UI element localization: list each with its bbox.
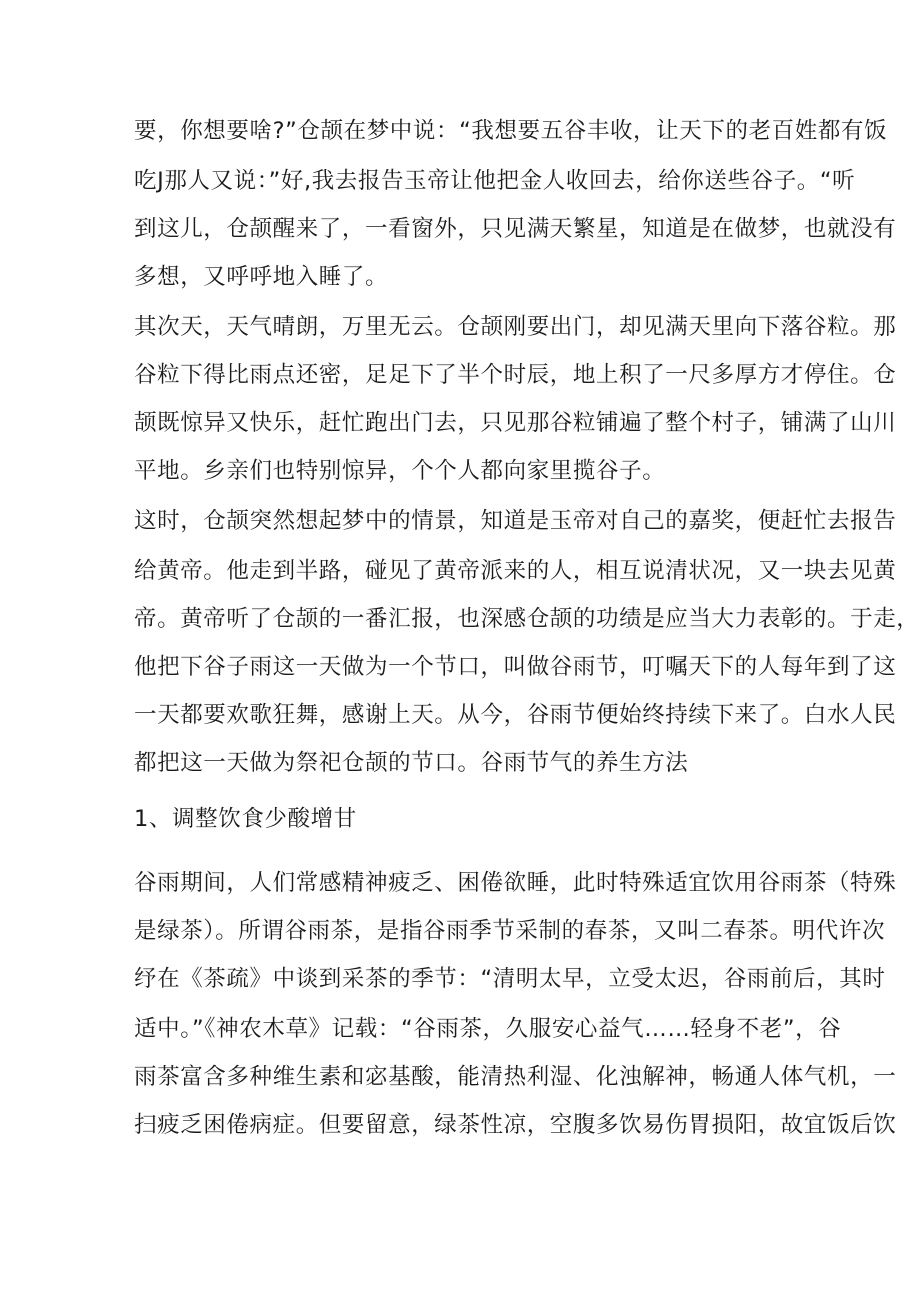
text-line: 适中。”《神农木草》记载：“谷雨茶，久服安心益气……轻身不老”，谷 — [134, 1016, 842, 1042]
text-line: 雨茶富含多种维生素和宓基酸，能清热利湿、化浊解神，畅通人体气机，一 — [134, 1064, 897, 1090]
section-heading: 1、调整饮食少酸增甘 — [134, 806, 357, 832]
text-line: 扫疲乏困倦病症。但要留意，绿茶性凉，空腹多饮易伤胃损阳，故宜饭后饮 — [134, 1112, 897, 1138]
text-line: 都把这一天做为祭祀仓颉的节口。谷雨节气的养生方法 — [134, 750, 689, 776]
text-line: 吃J那人又说：”好,我去报告玉帝让他把金人收回去，给你送些谷子。“听 — [134, 168, 856, 194]
text-line: 谷粒下得比雨点还密，足足下了半个时辰，地上积了一尺多厚方才停住。仓 — [134, 362, 897, 388]
text-line: 他把下谷子雨这一天做为一个节口，叫做谷雨节，叮嘱天下的人每年到了这 — [134, 654, 897, 680]
text-line: 纾在《茶疏》中谈到采茶的季节：“清明太早，立受太迟，谷雨前后，其时 — [134, 966, 886, 992]
text-line: 多想，又呼呼地入睡了。 — [134, 264, 389, 290]
text-line: 给黄帝。他走到半路，碰见了黄帝派来的人，相互说清状况，又一块去见黄 — [134, 558, 897, 584]
text-line: 平地。乡亲们也特别惊异，个个人都向家里揽谷子。 — [134, 458, 666, 484]
text-line: 是绿茶）。所谓谷雨茶，是指谷雨季节采制的春茶，又叫二春茶。明代许次 — [134, 918, 886, 944]
text-line: 这时，仓颉突然想起梦中的情景，知道是玉帝对自己的嘉奖，便赶忙去报告 — [134, 508, 897, 534]
text-line: 一天都要欢歌狂舞，感谢上天。从今，谷雨节便始终持续下来了。白水人民 — [134, 702, 897, 728]
text-line: 谷雨期间，人们常感精神疲乏、困倦欲睡，此时特殊适宜饮用谷雨茶（特殊 — [134, 870, 897, 896]
text-line: 帝。黄帝听了仓颉的一番汇报，也深感仓颉的功绩是应当大力表彰的。于走， — [134, 606, 920, 632]
text-line: 到这儿，仓颉醒来了，一看窗外，只见满天繁星，知道是在做梦，也就没有 — [134, 216, 897, 242]
text-line: 其次天，天气晴朗，万里无云。仓颉刚要出门，却见满天里向下落谷粒。那 — [134, 314, 897, 340]
text-line: 颉既惊异又快乐，赶忙跑出门去，只见那谷粒铺遍了整个村子，铺满了山川 — [134, 410, 897, 436]
text-line: 要，你想要啥?”仓颉在梦中说：“我想要五谷丰收，让天下的老百姓都有饭 — [134, 118, 888, 144]
